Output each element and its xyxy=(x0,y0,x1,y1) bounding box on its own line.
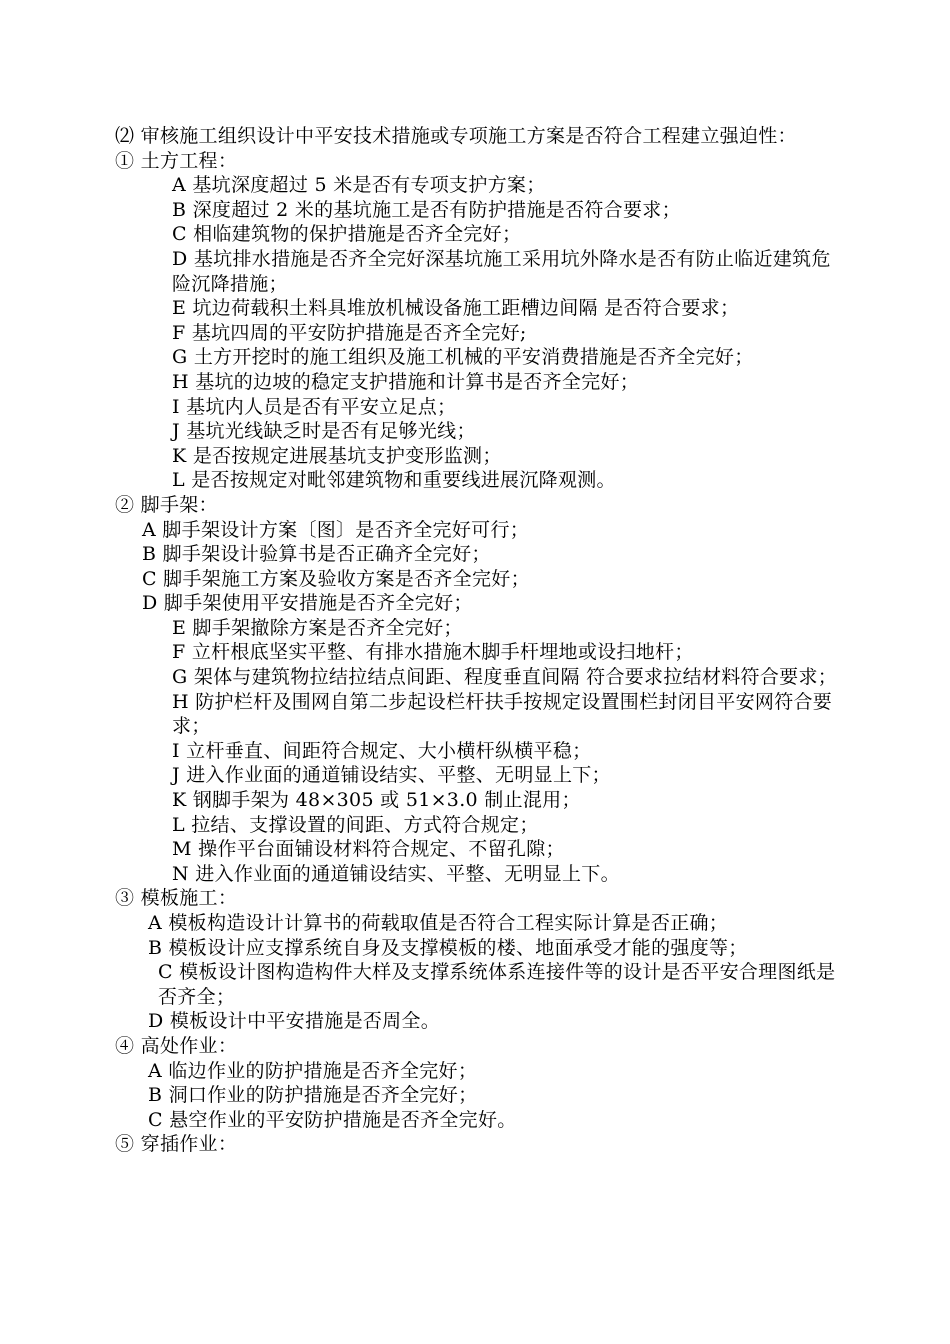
list-item: L 是否按规定对毗邻建筑物和重要线进展沉降观测。 xyxy=(172,469,616,492)
list-item: B 脚手架设计验算书是否正确齐全完好； xyxy=(142,543,491,566)
list-item: D 脚手架使用平安措施是否齐全完好； xyxy=(142,592,473,615)
list-item: B 洞口作业的防护措施是否齐全完好； xyxy=(148,1084,478,1107)
list-item: D 模板设计中平安措施是否周全。 xyxy=(148,1010,441,1033)
list-item: I 立杆垂直、间距符合规定、大小横杆纵横平稳； xyxy=(172,739,592,762)
section-heading-formwork: ③ 模板施工： xyxy=(115,887,238,910)
list-item: A 脚手架设计方案〔图〕是否齐全完好可行； xyxy=(142,518,530,541)
list-item: F 立杆根底坚实平整、有排水措施木脚手杆埋地或设扫地杆； xyxy=(172,641,694,664)
list-item: F 基坑四周的平安防护措施是否齐全完好; xyxy=(172,321,527,344)
section-heading-work-at-height: ④ 高处作业： xyxy=(115,1034,238,1057)
list-item: J 进入作业面的通道铺设结实、平整、无明显上下； xyxy=(172,764,611,787)
list-item: E 脚手架撤除方案是否齐全完好； xyxy=(172,616,463,639)
list-item: C 相临建筑物的保护措施是否齐全完好； xyxy=(172,223,522,246)
list-item: G 架体与建筑物拉结拉结点间距、程度垂直间隔 符合要求拉结材料符合要求； xyxy=(172,666,838,689)
section-heading-scaffolding: ② 脚手架： xyxy=(115,493,218,516)
list-item: H 基坑的边坡的稳定支护措施和计算书是否齐全完好； xyxy=(172,370,640,393)
list-item: N 进入作业面的通道铺设结实、平整、无明显上下。 xyxy=(172,862,620,885)
list-item: A 临边作业的防护措施是否齐全完好； xyxy=(148,1059,478,1082)
list-item: H 防护栏杆及围网自第二步起设栏杆扶手按规定设置围栏封闭目平安网符合要求； xyxy=(172,690,833,738)
list-item: C 悬空作业的平安防护措施是否齐全完好。 xyxy=(148,1108,517,1131)
list-item: E 坑边荷载积土料具堆放机械设备施工距槽边间隔 是否符合要求； xyxy=(172,297,740,320)
section-heading-earthwork: ① 土方工程： xyxy=(115,149,238,172)
list-item: K 钢脚手架为 48×305 或 51×3.0 制止混用； xyxy=(172,789,581,812)
list-item: G 土方开挖时的施工组织及施工机械的平安消费措施是否齐全完好； xyxy=(172,346,754,369)
list-item: I 基坑内人员是否有平安立足点； xyxy=(172,395,457,418)
document-body xyxy=(115,124,839,1157)
list-item: A 基坑深度超过 5 米是否有专项支护方案； xyxy=(172,174,546,197)
list-item: M 操作平台面铺设材料符合规定、不留孔隙； xyxy=(172,838,565,861)
list-item: D 基坑排水措施是否齐全完好深基坑施工采用坑外降水是否有防止临近建筑危险沉降措施； xyxy=(172,247,831,295)
list-item: L 拉结、支撑设置的间距、方式符合规定； xyxy=(172,813,539,836)
list-item: C 脚手架施工方案及验收方案是否齐全完好； xyxy=(142,567,530,590)
list-item: A 模板构造设计计算书的荷载取值是否符合工程实际计算是否正确； xyxy=(148,912,729,934)
list-item: J 基坑光线缺乏时是否有足够光线； xyxy=(172,420,476,443)
list-item: B 模板设计应支撑系统自身及支撑模板的楼、地面承受才能的强度等； xyxy=(148,936,748,959)
list-item: C 模板设计图构造构件大样及支撑系统体系连接件等的设计是否平安合理图纸是否齐全； xyxy=(158,961,836,1008)
list-item: K 是否按规定进展基坑支护变形监测； xyxy=(172,444,502,467)
intro-paragraph: ⑵ 审核施工组织设计中平安技术措施或专项施工方案是否符合工程建立强迫性： xyxy=(115,125,797,147)
section-heading-cross-operation: ⑤ 穿插作业： xyxy=(115,1133,238,1156)
list-item: B 深度超过 2 米的基坑施工是否有防护措施是否符合要求； xyxy=(172,198,681,221)
